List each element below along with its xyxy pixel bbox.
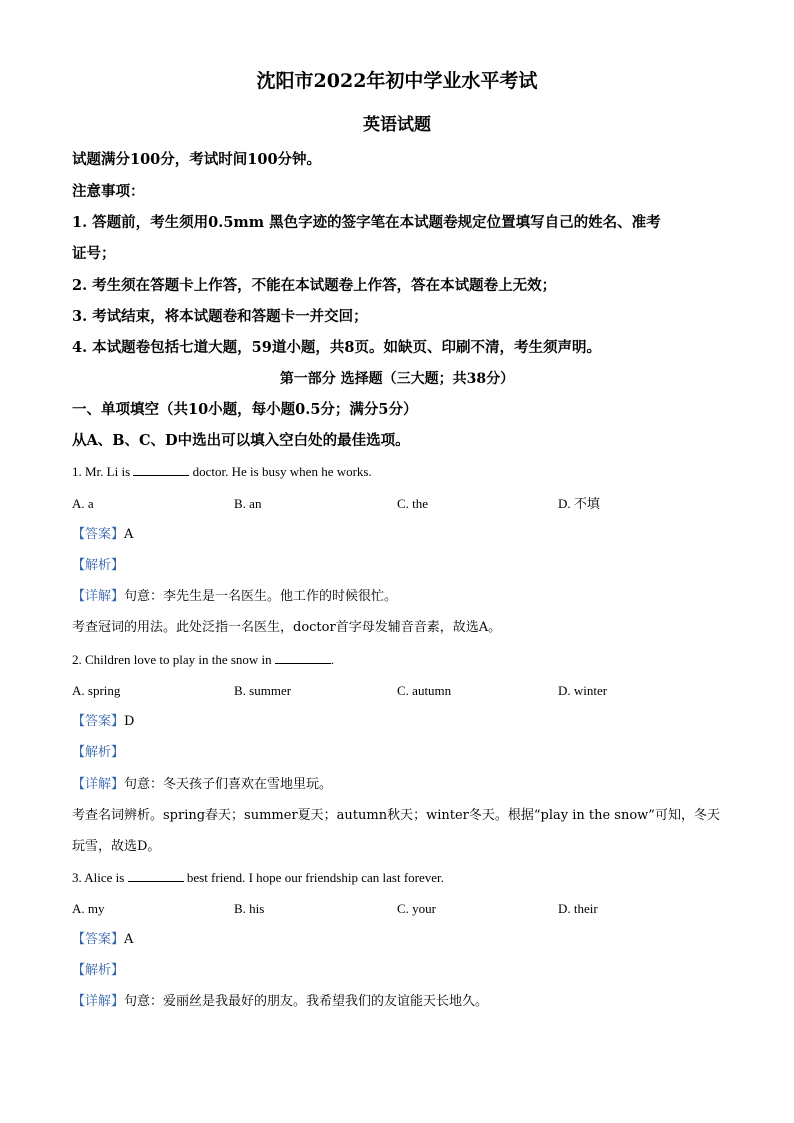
- question-2-detail-text: 句意：冬天孩子们喜欢在雪地里玩。: [124, 777, 333, 792]
- question-1-stem-before: 1. Mr. Li is: [72, 464, 134, 479]
- notes-heading: 注意事项：: [72, 183, 145, 200]
- question-3-stem-after: best friend. I hope our friendship can last forever.: [183, 870, 444, 885]
- note-1-line-b: 证号；: [72, 245, 116, 262]
- question-1-explanation: 考查冠词的用法。此处泛指一名医生，doctor首字母发辅音音素，故选A。: [72, 620, 502, 635]
- question-1-stem: [72, 465, 372, 478]
- question-1-option-a: A. a: [72, 496, 94, 511]
- question-1-option-c: C. the: [397, 496, 429, 511]
- answer-label: 【答案】: [72, 932, 125, 947]
- question-3-detail-text: 句意：爱丽丝是我最好的朋友。我希望我们的友谊能天长地久。: [124, 994, 489, 1009]
- analysis-label: 【解析】: [72, 745, 125, 760]
- analysis-label: 【解析】: [72, 963, 125, 978]
- note-2: 2. 考生须在答题卡上作答，不能在本试题卷上作答，答在本试题卷上无效；: [72, 277, 557, 294]
- detail-label: 【详解】: [72, 777, 125, 792]
- part-1-heading: 第一部分 选择题（三大题；共38分）: [279, 371, 515, 387]
- question-2-answer-value: D: [124, 714, 135, 729]
- detail-label: 【详解】: [72, 994, 125, 1009]
- answer-label: 【答案】: [72, 527, 125, 542]
- question-3-analysis: [72, 964, 124, 977]
- question-3-option-d: D. their: [558, 901, 598, 916]
- question-2-option-c: C. autumn: [397, 683, 452, 698]
- question-3-option-a: A. my: [72, 901, 105, 916]
- question-1-detail: [72, 590, 397, 603]
- question-1-answer-value: A: [124, 527, 134, 542]
- question-1-detail-text: 句意：李先生是一名医生。他工作的时候很忙。: [124, 589, 398, 604]
- question-2-answer: [72, 715, 134, 728]
- question-2-option-d: D. winter: [558, 683, 608, 698]
- exam-title: 沈阳市2022年初中学业水平考试: [256, 70, 538, 92]
- question-3-option-c: C. your: [397, 901, 436, 916]
- question-3-blank: [128, 871, 184, 882]
- analysis-label: 【解析】: [72, 558, 125, 573]
- question-2-option-b: B. summer: [234, 683, 292, 698]
- question-1-analysis: [72, 559, 124, 572]
- question-3-answer: [72, 933, 133, 946]
- question-2-blank: [275, 653, 331, 664]
- note-4: 4. 本试题卷包括七道大题，59道小题，共8页。如缺页、印刷不清，考生须声明。: [72, 339, 601, 356]
- question-1-blank: [133, 465, 189, 476]
- question-3-stem: [72, 871, 444, 884]
- question-2-option-a: A. spring: [72, 683, 121, 698]
- detail-label: 【详解】: [72, 589, 125, 604]
- question-2-stem: [72, 653, 334, 666]
- question-2-explanation-line-a: 考查名词辨析。spring春天；summer夏天；autumn秋天；winter冬天。根据“play in the snow”可知，冬天: [72, 808, 720, 823]
- note-1-line-a: 1. 答题前，考生须用0.5mm 黑色字迹的签字笔在本试题卷规定位置填写自己的姓名、准考: [72, 214, 661, 231]
- section-title: 一、单项填空（共10小题，每小题0.5分；满分5分）: [72, 401, 418, 418]
- question-2-stem-after: .: [330, 652, 335, 667]
- question-2-analysis: [72, 746, 124, 759]
- full-score-text: 试题满分100分，考试时间100分钟。: [72, 151, 322, 168]
- exam-subject: 英语试题: [363, 115, 431, 135]
- section-instruction: 从A、B、C、D中选出可以填入空白处的最佳选项。: [72, 432, 410, 449]
- question-1-answer: [72, 528, 133, 541]
- question-2-stem-before: 2. Children love to play in the snow in: [72, 652, 275, 667]
- question-1-option-d: D. 不填: [558, 496, 600, 511]
- note-3: 3. 考试结束，将本试题卷和答题卡一并交回；: [72, 308, 368, 325]
- question-2-explanation-line-b: 玩雪，故选D。: [72, 839, 161, 854]
- question-3-detail: [72, 995, 488, 1008]
- question-1-option-b: B. an: [234, 496, 262, 511]
- answer-label: 【答案】: [72, 714, 125, 729]
- question-3-option-b: B. his: [234, 901, 265, 916]
- question-3-answer-value: A: [124, 932, 134, 947]
- question-1-stem-after: doctor. He is busy when he works.: [189, 464, 372, 479]
- question-3-stem-before: 3. Alice is: [72, 870, 128, 885]
- question-2-detail: [72, 778, 332, 791]
